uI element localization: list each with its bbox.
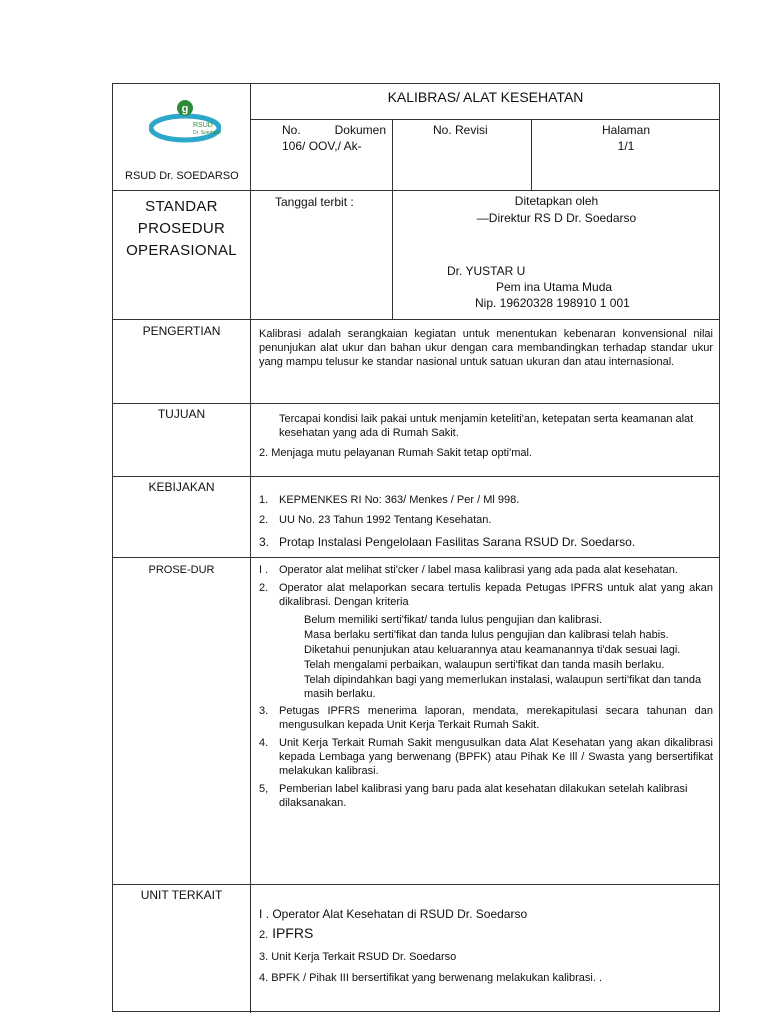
svg-text:Dr. Soedarso: Dr. Soedarso [193, 130, 221, 136]
criteria-item: Diketahui penunjukan atau keluarannya atau keamanannya ti'dak sesuai lagi. [304, 644, 681, 656]
section-label-unit-terkait: UNIT TERKAIT [140, 888, 223, 902]
divider [113, 884, 720, 885]
signer-name: Dr. YUSTAR U [447, 264, 526, 278]
section-label-pengertian: PENGERTIAN [142, 324, 221, 338]
sop-document [112, 83, 720, 1012]
issue-date-label: Tanggal terbit : [275, 195, 354, 209]
doc-number-value: 106/ OOV,/ Ak- [282, 139, 362, 153]
hospital-name: RSUD Dr. SOEDARSO [125, 170, 239, 182]
prosedur-item: 3. Petugas IPFRS menerima laporan, mendata, merekapitulasi secara tahunan dan mengusulkan kepada Unit Kerja Terkait Rumah Sakit. [259, 705, 713, 731]
criteria-item: Belum memiliki serti'fikat/ tanda lulus pengujian dan kalibrasi. [304, 614, 603, 626]
kebijakan-item: 3. Protap Instalasi Pengelolaan Fasilitas Sarana RSUD Dr. Soedarso. [259, 535, 636, 549]
section-label-tujuan: TUJUAN [157, 407, 206, 421]
prosedur-list [259, 563, 713, 814]
signer-nip: Nip. 19620328 198910 1 001 [475, 296, 630, 310]
tujuan-item: Tercapai kondisi laik pakai untuk menjamin keteliti'an, ketepatan serta keamanan alat kesehatan yang ada di Rumah Sakit. [279, 413, 694, 439]
pengertian-text: Kalibrasi adalah serangkaian kegiatan untuk menentukan kebenaran konvensional nilai penunjukan alat ukur dan bahan ukur dengan cara membandingkan terhadap standar ukur yang mampu telusur ke standar nasional untuk satuan ukuran dan atau internasional. [259, 328, 713, 368]
criteria-list [259, 613, 713, 701]
kebijakan-item: 1. KEPMENKES RI No: 363/ Menkes / Per / Ml 998. [259, 494, 520, 506]
divider [113, 557, 720, 558]
unit-item: 3. Unit Kerja Terkait RSUD Dr. Soedarso [259, 951, 457, 963]
unit-item: 4. BPFK / Pihak III bersertifikat yang berwenang melakukan kalibrasi. . [259, 972, 602, 984]
page-value: 1/1 [617, 139, 635, 153]
approved-by: Ditetapkan oleh [514, 194, 599, 208]
svg-text:g: g [181, 103, 189, 115]
kebijakan-item: 2. UU No. 23 Tahun 1992 Tentang Kesehatan. [259, 514, 492, 526]
kebijakan-list [259, 493, 709, 553]
divider [250, 84, 251, 1013]
prosedur-item: I . Operator alat melihat sti'cker / label masa kalibrasi yang ada pada alat kesehatan. [259, 564, 678, 576]
sop-title: STANDAR PROSEDUR OPERASIONAL [126, 198, 237, 259]
criteria-item: Masa berlaku serti'fikat dan tanda lulus pengujian dan kalibrasi telah habis. [304, 629, 669, 641]
prosedur-item: 5, Pemberian label kalibrasi yang baru pada alat kesehatan dilakukan setelah kalibrasi dilaksanakan. [259, 783, 688, 809]
svg-text:RSUD: RSUD [193, 122, 213, 129]
section-label-prosedur: PROSE-DUR [148, 564, 215, 576]
tujuan-item: 2. Menjaga mutu pelayanan Rumah Sakit tetap opti'mal. [259, 447, 532, 459]
section-label-kebijakan: KEBIJAKAN [148, 480, 215, 494]
doc-number-label: No. Dokumen [282, 123, 386, 137]
document-title: KALIBRAS/ ALAT KESEHATAN [387, 89, 584, 105]
criteria-item: Telah dipindahkan bagi yang memerlukan instalasi, walaupun serti'fikat dan tanda masih berlaku. [304, 674, 702, 700]
hospital-logo [149, 98, 221, 146]
criteria-item: Telah mengalami perbaikan, walaupun serti'fikat dan tanda masih berlaku. [304, 659, 665, 671]
page-label: Halaman [601, 123, 651, 137]
divider [113, 476, 720, 477]
unit-item: 2. IPFRS [259, 925, 314, 941]
prosedur-item: 4. Unit Kerja Terkait Rumah Sakit mengusulkan data Alat Kesehatan yang akan dikalibrasi kepada Lembaga yang berwenang (BPFK) atau Pihak Ke Ill / Swasta yang bersertifikat melakukan kalibrasi. [259, 737, 713, 777]
revision-label: No. Revisi [433, 123, 488, 137]
signer-rank: Pem ina Utama Muda [496, 280, 613, 294]
unit-item: I . Operator Alat Kesehatan di RSUD Dr. Soedarso [259, 907, 528, 921]
prosedur-item: 2. Operator alat melaporkan secara tertulis kepada Petugas IPFRS untuk alat yang akan dikalibrasi. Dengan kriteria [259, 582, 713, 608]
divider [113, 319, 720, 320]
divider [250, 119, 720, 120]
divider [113, 190, 720, 191]
director-title: —Direktur RS D Dr. Soedarso [476, 211, 637, 225]
divider [113, 403, 720, 404]
